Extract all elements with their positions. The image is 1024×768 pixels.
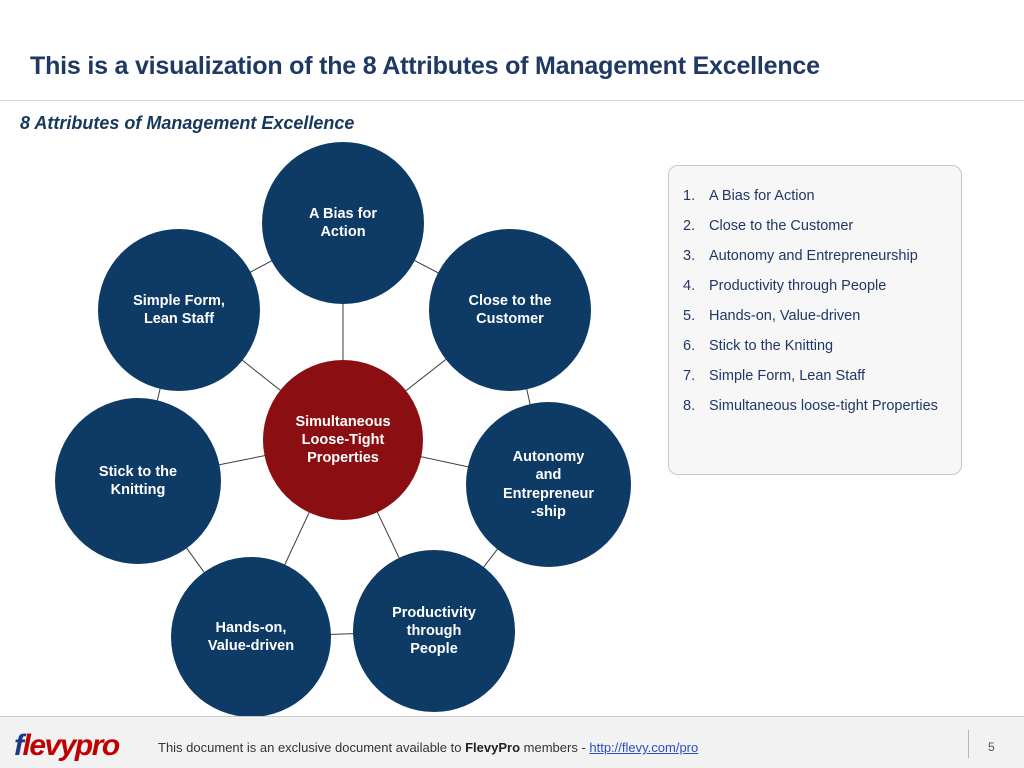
node-a-bias-for-action[interactable]	[262, 142, 424, 304]
list-item	[683, 246, 951, 267]
node-label: Close to the Customer	[468, 292, 552, 327]
list-item	[683, 186, 951, 207]
list-item-number: 6.	[683, 338, 696, 355]
node-stick-to-the-knitting[interactable]	[55, 398, 221, 564]
attributes-list-panel	[668, 165, 962, 475]
title-divider	[0, 100, 1024, 101]
logo-pro: pro	[74, 729, 119, 762]
list-item	[683, 336, 951, 357]
list-item-number: 4.	[683, 278, 696, 295]
node-autonomy-and-entrepreneurship[interactable]	[466, 402, 631, 567]
node-productivity-through-people[interactable]	[353, 550, 515, 712]
page-title: This is a visualization of the 8 Attributes of Management Excellence	[30, 52, 820, 80]
list-item	[683, 366, 951, 387]
node-label: Productivity through People	[392, 604, 476, 658]
list-item	[683, 306, 951, 327]
footer-note-before: This document is an exclusive document available to	[158, 740, 466, 755]
list-item-number: 3.	[683, 248, 696, 265]
list-item-label: Hands-on, Value-driven	[709, 308, 861, 325]
list-item-label: Simultaneous loose-tight Properties	[709, 398, 938, 415]
footer-note-after: members -	[520, 740, 590, 755]
node-hands-on-value-driven[interactable]	[171, 557, 331, 717]
footer-note	[158, 740, 698, 755]
list-item-label: Autonomy and Entrepreneurship	[709, 248, 918, 265]
list-item-label: Simple Form, Lean Staff	[709, 368, 866, 385]
logo-f: f	[14, 729, 23, 762]
list-item-label: Stick to the Knitting	[709, 338, 834, 355]
list-item	[683, 396, 951, 417]
node-label: Simple Form, Lean Staff	[133, 292, 225, 327]
section-subtitle: 8 Attributes of Management Excellence	[20, 113, 355, 133]
page-number: 5	[988, 740, 995, 754]
flevypro-link[interactable]: http://flevy.com/pro	[589, 740, 699, 755]
list-item-number: 8.	[683, 398, 696, 415]
node-simultaneous-loose-tight-properties[interactable]	[263, 360, 423, 520]
node-close-to-the-customer[interactable]	[429, 229, 591, 391]
list-item-label: Close to the Customer	[709, 218, 854, 235]
page-number-divider	[968, 730, 969, 758]
list-item-number: 1.	[683, 188, 696, 204]
list-item-number: 5.	[683, 308, 696, 325]
node-label: Stick to the Knitting	[98, 463, 178, 498]
node-label: Hands-on, Value-driven	[207, 619, 295, 654]
list-item	[683, 216, 951, 237]
list-item-number: 7.	[683, 368, 696, 385]
list-item-label: Productivity through People	[709, 278, 887, 295]
node-label: Autonomy and Entrepreneur -ship	[502, 449, 595, 520]
attributes-list	[683, 186, 951, 426]
node-label: Simultaneous Loose-Tight Properties	[295, 413, 391, 467]
attributes-diagram	[40, 140, 660, 710]
node-label: A Bias for Action	[309, 205, 377, 240]
footer-note-brand: FlevyPro	[465, 740, 521, 755]
node-simple-form-lean-staff[interactable]	[98, 229, 260, 391]
logo-levy: levy	[22, 729, 75, 762]
list-item-number: 2.	[683, 218, 696, 235]
list-item-label: A Bias for Action	[709, 188, 815, 204]
flevypro-logo	[14, 729, 119, 763]
list-item	[683, 276, 951, 297]
